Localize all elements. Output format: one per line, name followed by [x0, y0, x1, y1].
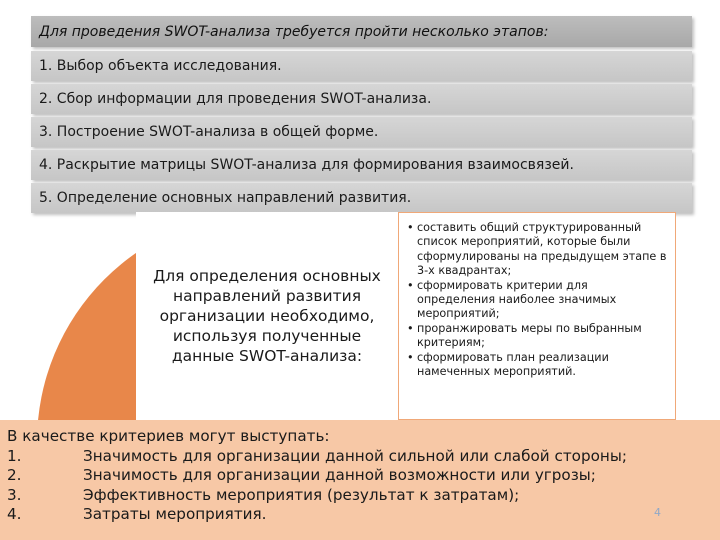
conclusion-text-block: [136, 212, 398, 420]
page-title: Для проведения SWOT-анализа требуется пройти несколько этапов:: [31, 16, 692, 47]
step-bar-3: 3. Построение SWOT-анализа в общей форме.: [31, 117, 692, 147]
conclusion-text: Для определения основных направлений развития организации необходимо, используя полученные данные SWOT-анализа:: [153, 267, 381, 365]
actions-list-box: [398, 212, 676, 420]
action-item: • проранжировать меры по выбранным критериям;: [405, 322, 669, 351]
actions-list: [405, 221, 669, 379]
criteria-item-number: 3.: [7, 485, 22, 504]
action-item: • составить общий структурированный список мероприятий, которые были сформулированы на предыдущем этапе в 3-х квадрантах;: [405, 221, 669, 279]
criteria-heading: В качестве критериев могут выступать:: [7, 427, 330, 445]
criteria-item: [7, 466, 720, 486]
page-number: 4: [654, 506, 661, 519]
criteria-item-text: Затраты мероприятия.: [83, 505, 267, 523]
action-item: • сформировать критерии для определения наиболее значимых мероприятий;: [405, 279, 669, 322]
criteria-item: [7, 486, 720, 506]
step-bar-4: 4. Раскрытие матрицы SWOT-анализа для формирования взаимосвязей.: [31, 150, 692, 180]
action-item: • сформировать план реализации намеченных мероприятий.: [405, 351, 669, 380]
criteria-item-text: Значимость для организации данной сильной или слабой стороны;: [83, 446, 627, 465]
criteria-panel: [0, 420, 720, 540]
criteria-item: [7, 505, 720, 525]
criteria-item-number: 4.: [7, 505, 22, 523]
step-bar-1: 1. Выбор объекта исследования.: [31, 51, 692, 81]
criteria-item: [7, 447, 720, 467]
criteria-item-text: Эффективность мероприятия (результат к затратам);: [83, 485, 520, 504]
step-bar-2: 2. Сбор информации для проведения SWOT-анализа.: [31, 84, 692, 114]
criteria-item-number: 1.: [7, 446, 22, 465]
criteria-item-text: Значимость для организации данной возможности или угрозы;: [83, 466, 596, 484]
step-bar-5: 5. Определение основных направлений развития.: [31, 183, 692, 213]
criteria-item-number: 2.: [7, 466, 22, 484]
